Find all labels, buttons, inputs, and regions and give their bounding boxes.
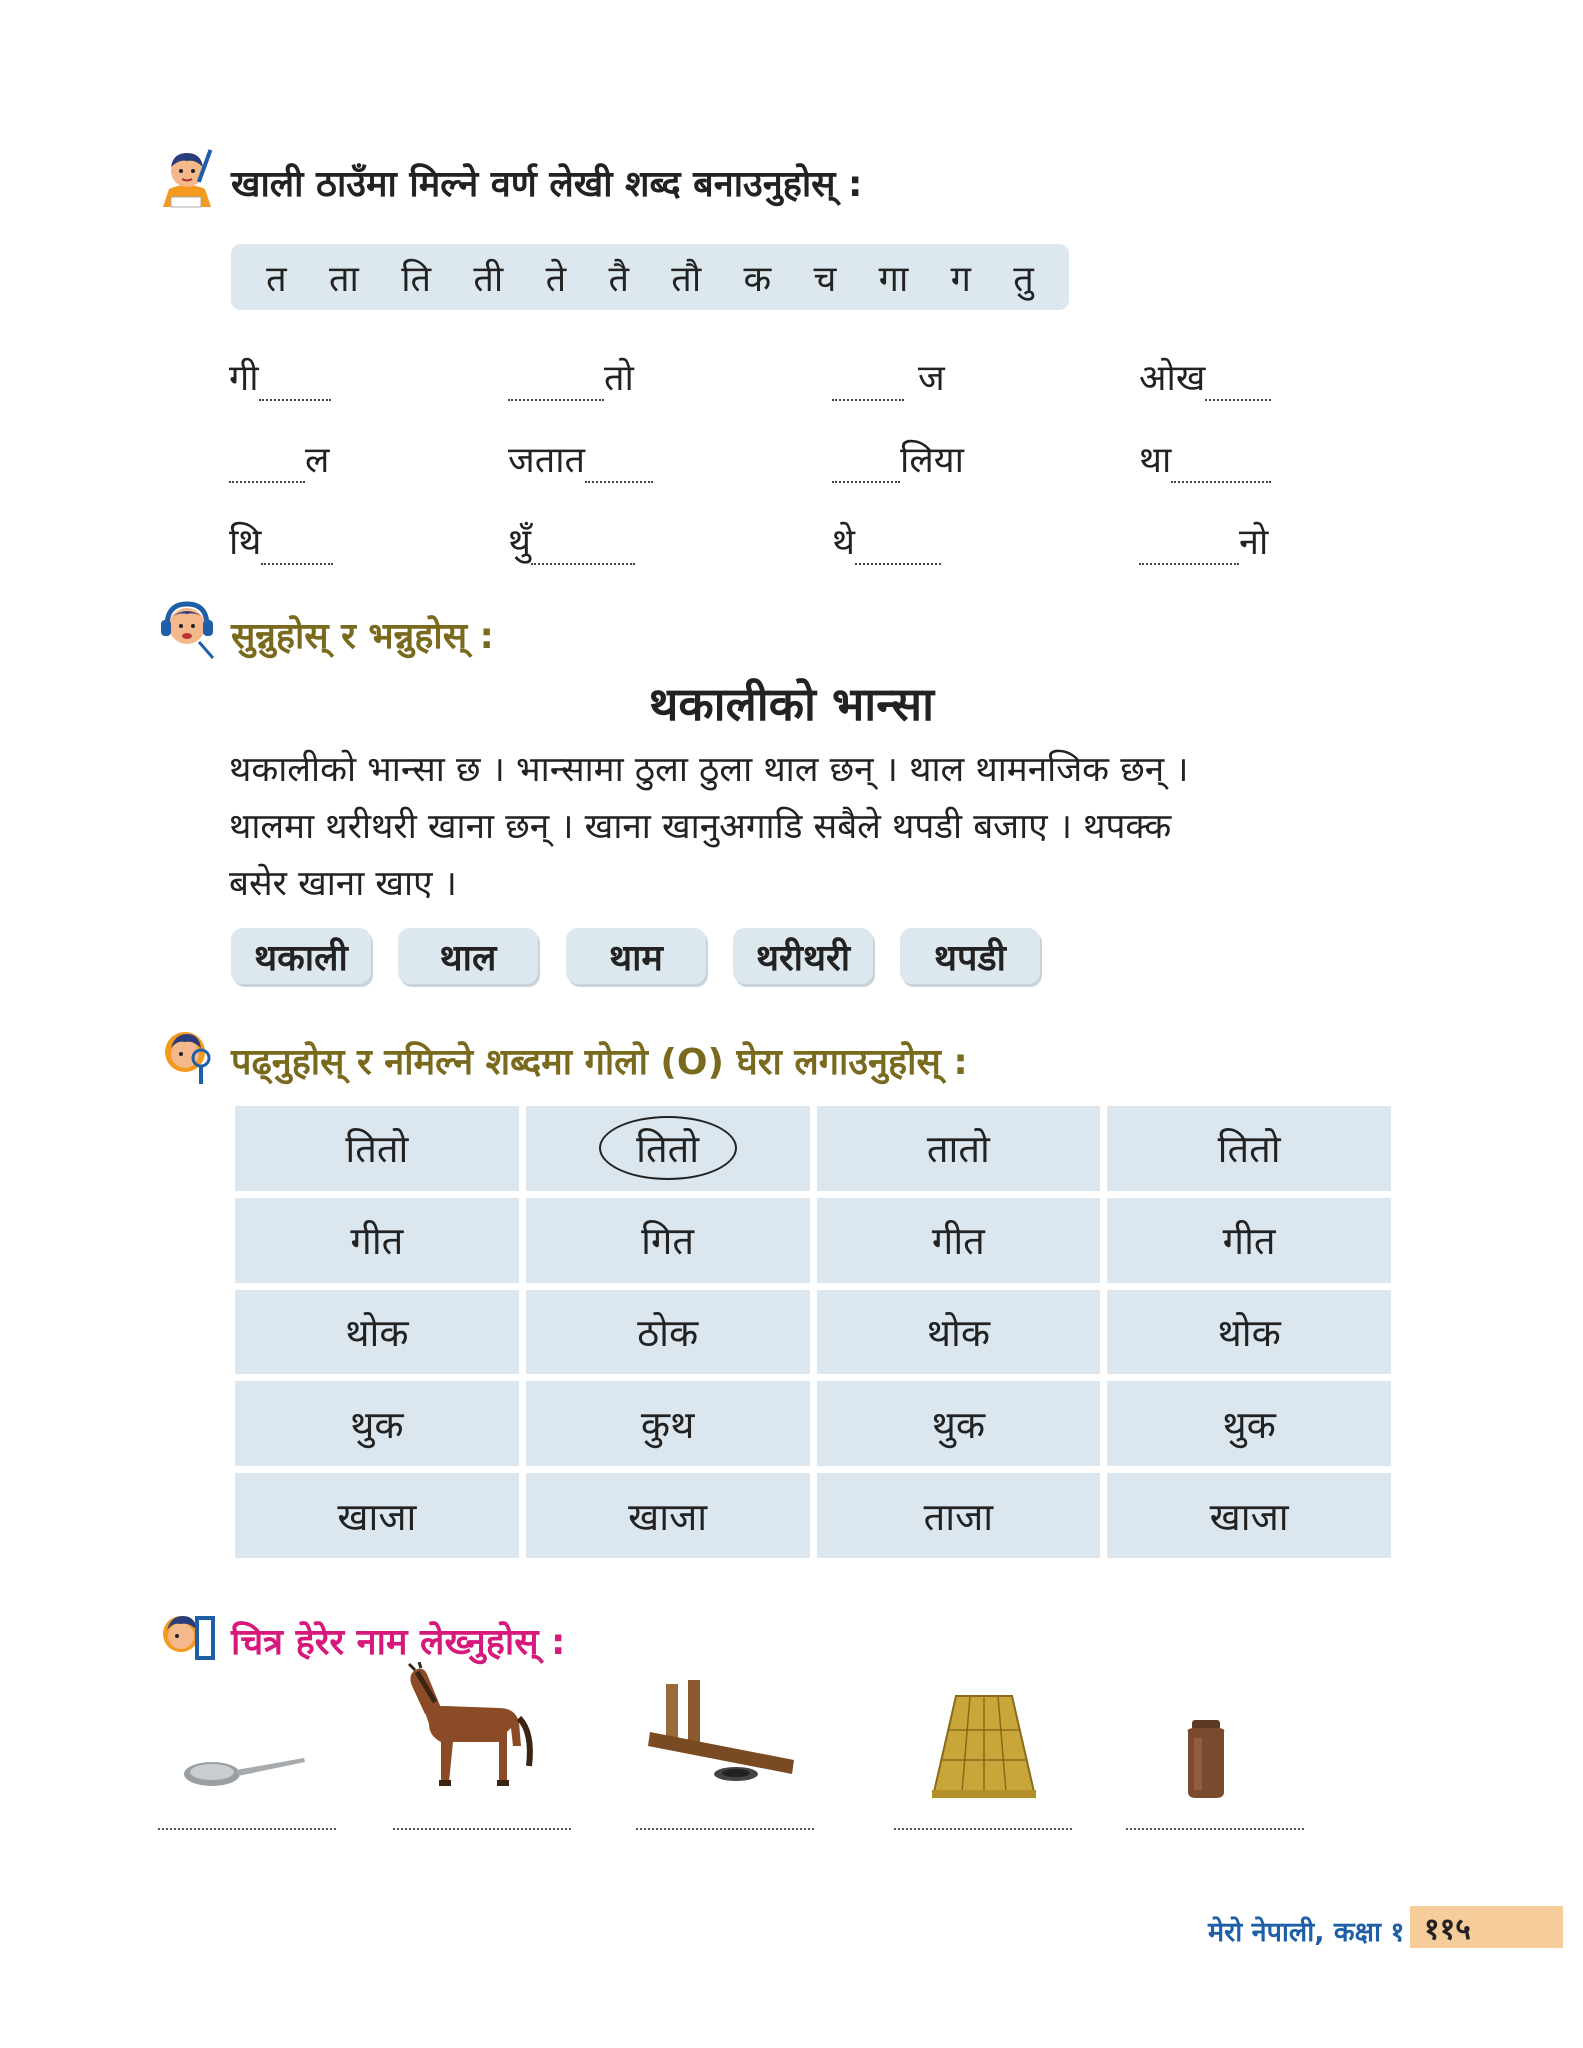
grid-word: गीत bbox=[350, 1219, 404, 1264]
blank-line[interactable] bbox=[1171, 455, 1271, 483]
blank-line[interactable] bbox=[1205, 373, 1271, 401]
section4-heading: चित्र हेरेर नाम लेख्नुहोस् : bbox=[231, 1622, 566, 1663]
answer-line[interactable] bbox=[636, 1828, 814, 1830]
letter-choice-box bbox=[231, 244, 1069, 310]
jar-icon bbox=[1176, 1718, 1236, 1800]
fill-blank-item[interactable] bbox=[832, 352, 945, 401]
grid-cell[interactable] bbox=[817, 1106, 1101, 1191]
letter-option: तु bbox=[1013, 258, 1034, 300]
blank-line[interactable] bbox=[832, 455, 900, 483]
spoon-icon bbox=[180, 1690, 310, 1800]
grid-cell[interactable] bbox=[1107, 1473, 1391, 1558]
grid-word: तातो bbox=[926, 1127, 990, 1172]
word-part: थुँ bbox=[508, 522, 532, 563]
grid-word: खाजा bbox=[628, 1494, 708, 1539]
vocab-chip: थाल bbox=[398, 928, 538, 984]
basket-icon bbox=[926, 1690, 1042, 1800]
grid-word: तितो bbox=[636, 1127, 700, 1172]
grid-cell[interactable] bbox=[817, 1198, 1101, 1283]
blank-line[interactable] bbox=[1139, 537, 1239, 565]
vocab-chip: थकाली bbox=[231, 928, 371, 984]
grid-cell[interactable] bbox=[526, 1290, 810, 1375]
section3-heading: पढ्नुहोस् र नमिल्ने शब्दमा गोलो (O) घेरा लगाउनुहोस् : bbox=[231, 1042, 968, 1083]
book-title: मेरो नेपाली, कक्षा १ bbox=[1208, 1917, 1405, 1948]
grid-cell[interactable] bbox=[235, 1198, 519, 1283]
word-part: थि bbox=[229, 522, 262, 563]
grid-cell[interactable] bbox=[1107, 1198, 1391, 1283]
fill-blank-item[interactable] bbox=[832, 516, 941, 565]
grid-cell[interactable] bbox=[235, 1473, 519, 1558]
grid-word: कुथ bbox=[640, 1402, 695, 1447]
word-part: था bbox=[1139, 440, 1172, 481]
grid-cell[interactable] bbox=[1107, 1290, 1391, 1375]
writing-child-icon bbox=[155, 145, 219, 209]
word-grid bbox=[235, 1106, 1391, 1558]
grid-word: थोक bbox=[345, 1310, 409, 1355]
page-number bbox=[1410, 1906, 1563, 1948]
grid-word: थोक bbox=[1217, 1310, 1281, 1355]
letter-option: तै bbox=[608, 258, 629, 300]
blank-line[interactable] bbox=[832, 373, 904, 401]
word-part: तो bbox=[604, 358, 634, 399]
grid-word: थुक bbox=[931, 1402, 986, 1447]
grid-word: गीत bbox=[1222, 1219, 1276, 1264]
word-part: ज bbox=[918, 358, 945, 399]
grid-cell[interactable] bbox=[1107, 1381, 1391, 1466]
letter-option: तौ bbox=[671, 258, 702, 300]
word-part: लिया bbox=[900, 440, 964, 481]
grid-word: थोक bbox=[926, 1310, 991, 1355]
blank-line[interactable] bbox=[531, 537, 635, 565]
grid-word: खाजा bbox=[1209, 1494, 1289, 1539]
word-part: थे bbox=[832, 522, 856, 563]
grid-cell[interactable] bbox=[526, 1198, 810, 1283]
grid-cell[interactable] bbox=[526, 1473, 810, 1558]
blank-line[interactable] bbox=[261, 537, 333, 565]
section1-heading: खाली ठाउँमा मिल्ने वर्ण लेखी शब्द बनाउनुहोस् : bbox=[231, 164, 863, 205]
story-line: थालमा थरीथरी खाना छन् । खाना खानुअगाडि सबैले थपडी बजाए । थपक्क bbox=[229, 807, 1172, 847]
horse-icon bbox=[395, 1662, 540, 1794]
listening-child-icon bbox=[155, 596, 219, 660]
letter-option: ति bbox=[401, 258, 432, 300]
answer-line[interactable] bbox=[393, 1828, 571, 1830]
vocab-chip: थाम bbox=[566, 928, 706, 984]
fill-blank-item[interactable] bbox=[1139, 352, 1271, 401]
letter-option: गा bbox=[878, 258, 909, 300]
grid-word: ताजा bbox=[923, 1494, 994, 1539]
fill-blank-item[interactable] bbox=[229, 516, 333, 565]
word-part: जतात bbox=[508, 440, 586, 481]
grid-word: तितो bbox=[345, 1127, 409, 1172]
page-number-text: ११५ bbox=[1424, 1911, 1471, 1947]
fill-blank-item[interactable] bbox=[1139, 434, 1271, 483]
section2-heading: सुन्नुहोस् र भन्नुहोस् : bbox=[231, 616, 494, 657]
grid-word: गित bbox=[641, 1219, 695, 1264]
story-paragraph bbox=[229, 742, 1389, 913]
blank-line[interactable] bbox=[855, 537, 941, 565]
grid-word: गीत bbox=[931, 1219, 985, 1264]
fill-blank-item[interactable] bbox=[832, 434, 964, 483]
vocab-chip: थपडी bbox=[900, 928, 1040, 984]
answer-line[interactable] bbox=[894, 1828, 1072, 1830]
fill-blank-item[interactable] bbox=[508, 352, 634, 401]
letter-option: ती bbox=[473, 258, 504, 300]
grid-word: ठोक bbox=[637, 1310, 699, 1355]
story-line: थकालीको भान्सा छ । भान्सामा ठुला ठुला थाल छन् । थाल थामनजिक छन् । bbox=[229, 750, 1189, 790]
letter-option: त bbox=[266, 258, 287, 300]
dhiki-icon bbox=[644, 1676, 802, 1794]
letter-option: ते bbox=[545, 258, 567, 300]
answer-line[interactable] bbox=[1126, 1828, 1304, 1830]
letter-option: ता bbox=[329, 258, 359, 300]
word-part: गी bbox=[229, 358, 259, 399]
fill-blank-item[interactable] bbox=[508, 516, 635, 565]
grid-cell[interactable] bbox=[817, 1290, 1101, 1375]
grid-cell[interactable] bbox=[235, 1381, 519, 1466]
letter-option: क bbox=[743, 258, 772, 300]
answer-line[interactable] bbox=[158, 1828, 336, 1830]
circle-mark bbox=[599, 1116, 737, 1180]
blank-line[interactable] bbox=[259, 373, 331, 401]
grid-cell[interactable] bbox=[817, 1473, 1101, 1558]
story-title: थकालीको भान्सा bbox=[648, 677, 935, 731]
vocab-chip: थरीथरी bbox=[733, 928, 873, 984]
word-part: नो bbox=[1239, 522, 1269, 563]
looking-child-icon bbox=[155, 1602, 219, 1666]
fill-blank-item[interactable] bbox=[229, 434, 329, 483]
fill-blank-item[interactable] bbox=[229, 352, 331, 401]
word-part: ल bbox=[305, 440, 330, 481]
grid-word: खाजा bbox=[337, 1494, 417, 1539]
reading-child-icon bbox=[155, 1022, 219, 1086]
grid-cell-circled[interactable] bbox=[526, 1106, 810, 1191]
grid-cell[interactable] bbox=[1107, 1106, 1391, 1191]
blank-line[interactable] bbox=[229, 455, 305, 483]
fill-blank-item[interactable] bbox=[1139, 516, 1268, 565]
grid-cell[interactable] bbox=[235, 1290, 519, 1375]
blank-line[interactable] bbox=[585, 455, 653, 483]
letter-option: च bbox=[813, 258, 837, 300]
fill-blank-item[interactable] bbox=[508, 434, 653, 483]
blank-line[interactable] bbox=[508, 373, 604, 401]
grid-cell[interactable] bbox=[817, 1381, 1101, 1466]
word-part: ओख bbox=[1139, 358, 1206, 399]
letter-option: ग bbox=[950, 258, 971, 300]
grid-word: थुक bbox=[1222, 1402, 1276, 1447]
grid-word: तितो bbox=[1217, 1127, 1281, 1172]
grid-word: थुक bbox=[350, 1402, 404, 1447]
grid-cell[interactable] bbox=[235, 1106, 519, 1191]
story-line: बसेर खाना खाए । bbox=[229, 864, 457, 904]
grid-cell[interactable] bbox=[526, 1381, 810, 1466]
